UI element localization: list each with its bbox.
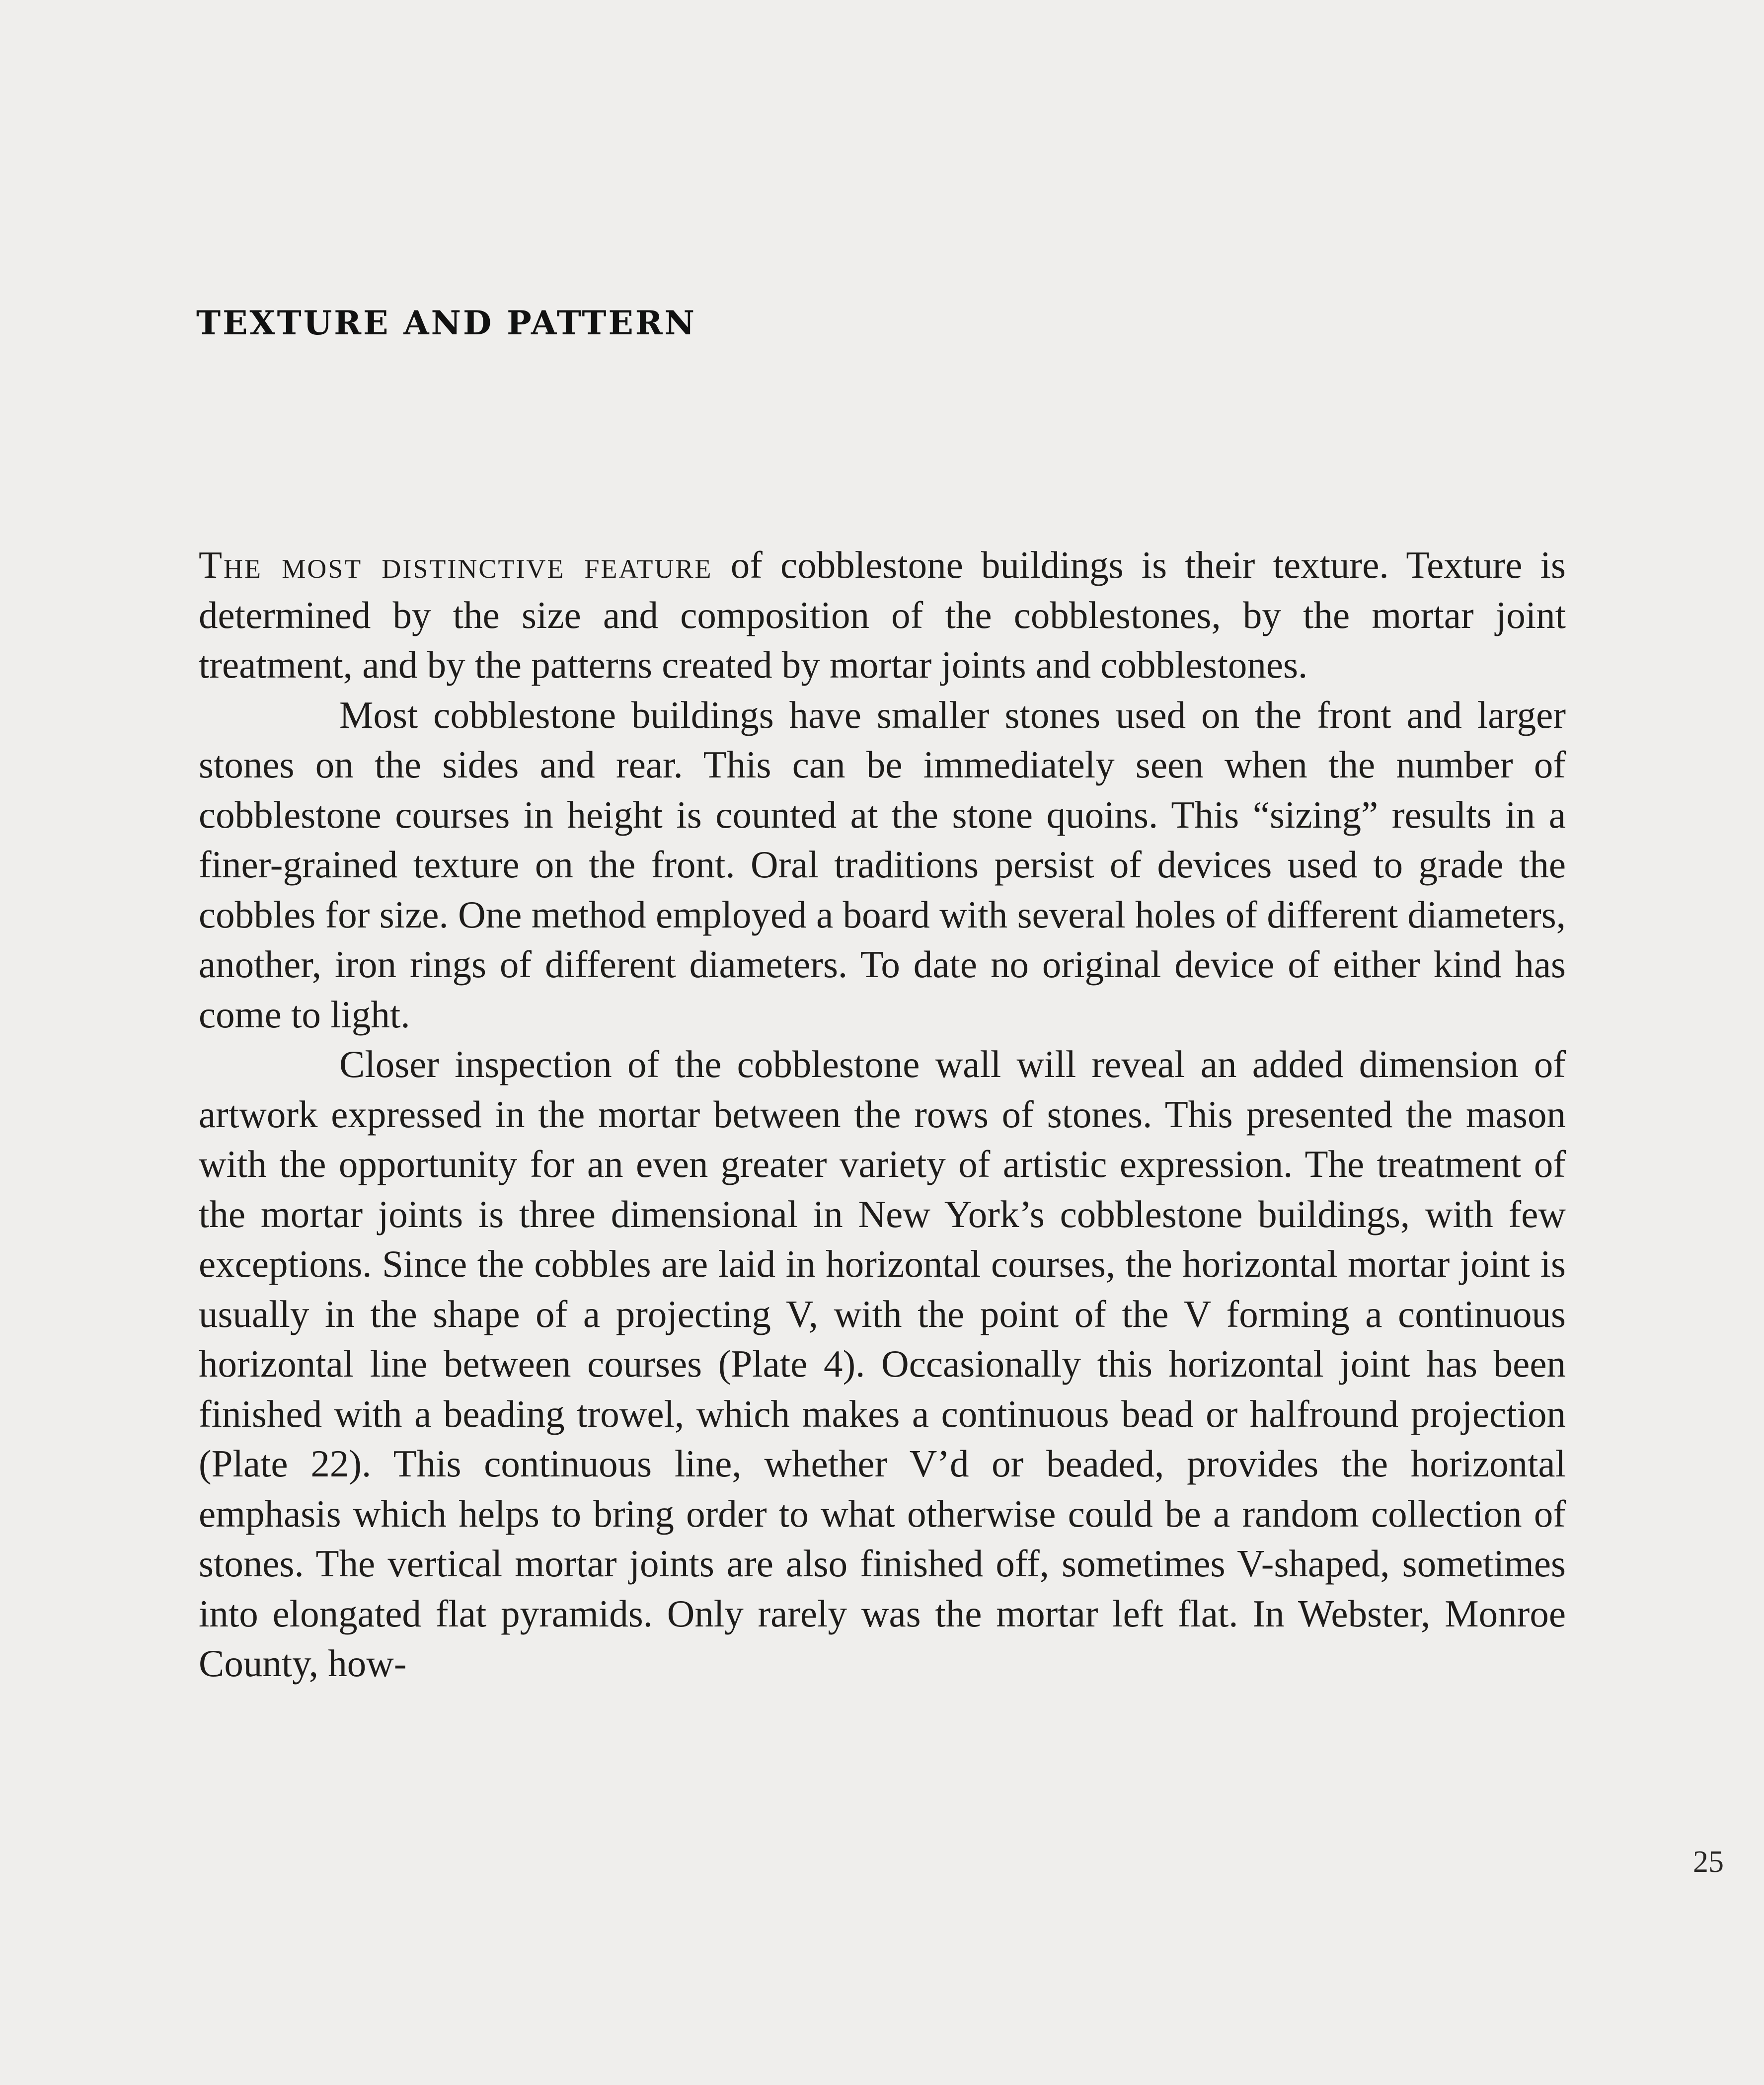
body-text [199, 540, 1566, 1689]
paragraph-text: Most cobblestone buildings have smaller stones used on the front and larger stones on the sides and rear. This can be immediately seen when the number of cobblestone courses in height is counted at the stone quoins. This “sizing” results in a finer-grained texture on the front. Oral traditions persist of devices used to grade the cobbles for size. One method employed a board with several holes of different diameters, another, iron rings of different diameters. To date no original device of either kind has come to light. [199, 693, 1566, 1036]
paragraph-3 [199, 1039, 1566, 1689]
paragraph-text: Closer inspection of the cobblestone wall will reveal an added dimension of artwork expressed in the mortar between the rows of stones. This presented the mason with the opportunity for an even greater variety of artistic expression. The treatment of the mortar joints is three dimensional in New York’s cobblestone buildings, with few exceptions. Since the cobbles are laid in horizontal courses, the horizontal mortar joint is usually in the shape of a projecting V, with the point of the V forming a continuous horizontal line between courses (Plate 4). Occasionally this horizontal joint has been finished with a beading trowel, which makes a continuous bead or halfround projection (Plate 22). This continuous line, whether V’d or beaded, provides the horizontal emphasis which helps to bring order to what otherwise could be a random collection of stones. The vertical mortar joints are also finished off, sometimes V-shaped, sometimes into elongated flat pyramids. Only rarely was the mortar left flat. In Webster, Monroe County, how- [199, 1043, 1566, 1685]
page-number: 25 [1693, 1845, 1724, 1879]
paragraph-text: of cobblestone buildings is their texture. Texture is determined by the size and composition of the cobblestones, by the mortar joint treatment, and by the patterns created by mortar joints and cobblestones. [199, 543, 1566, 686]
paragraph-2 [199, 690, 1566, 1040]
paragraph-lead: The most distinctive feature [199, 543, 713, 586]
section-heading: TEXTURE AND PATTERN [196, 304, 696, 342]
paragraph-1 [199, 540, 1566, 690]
